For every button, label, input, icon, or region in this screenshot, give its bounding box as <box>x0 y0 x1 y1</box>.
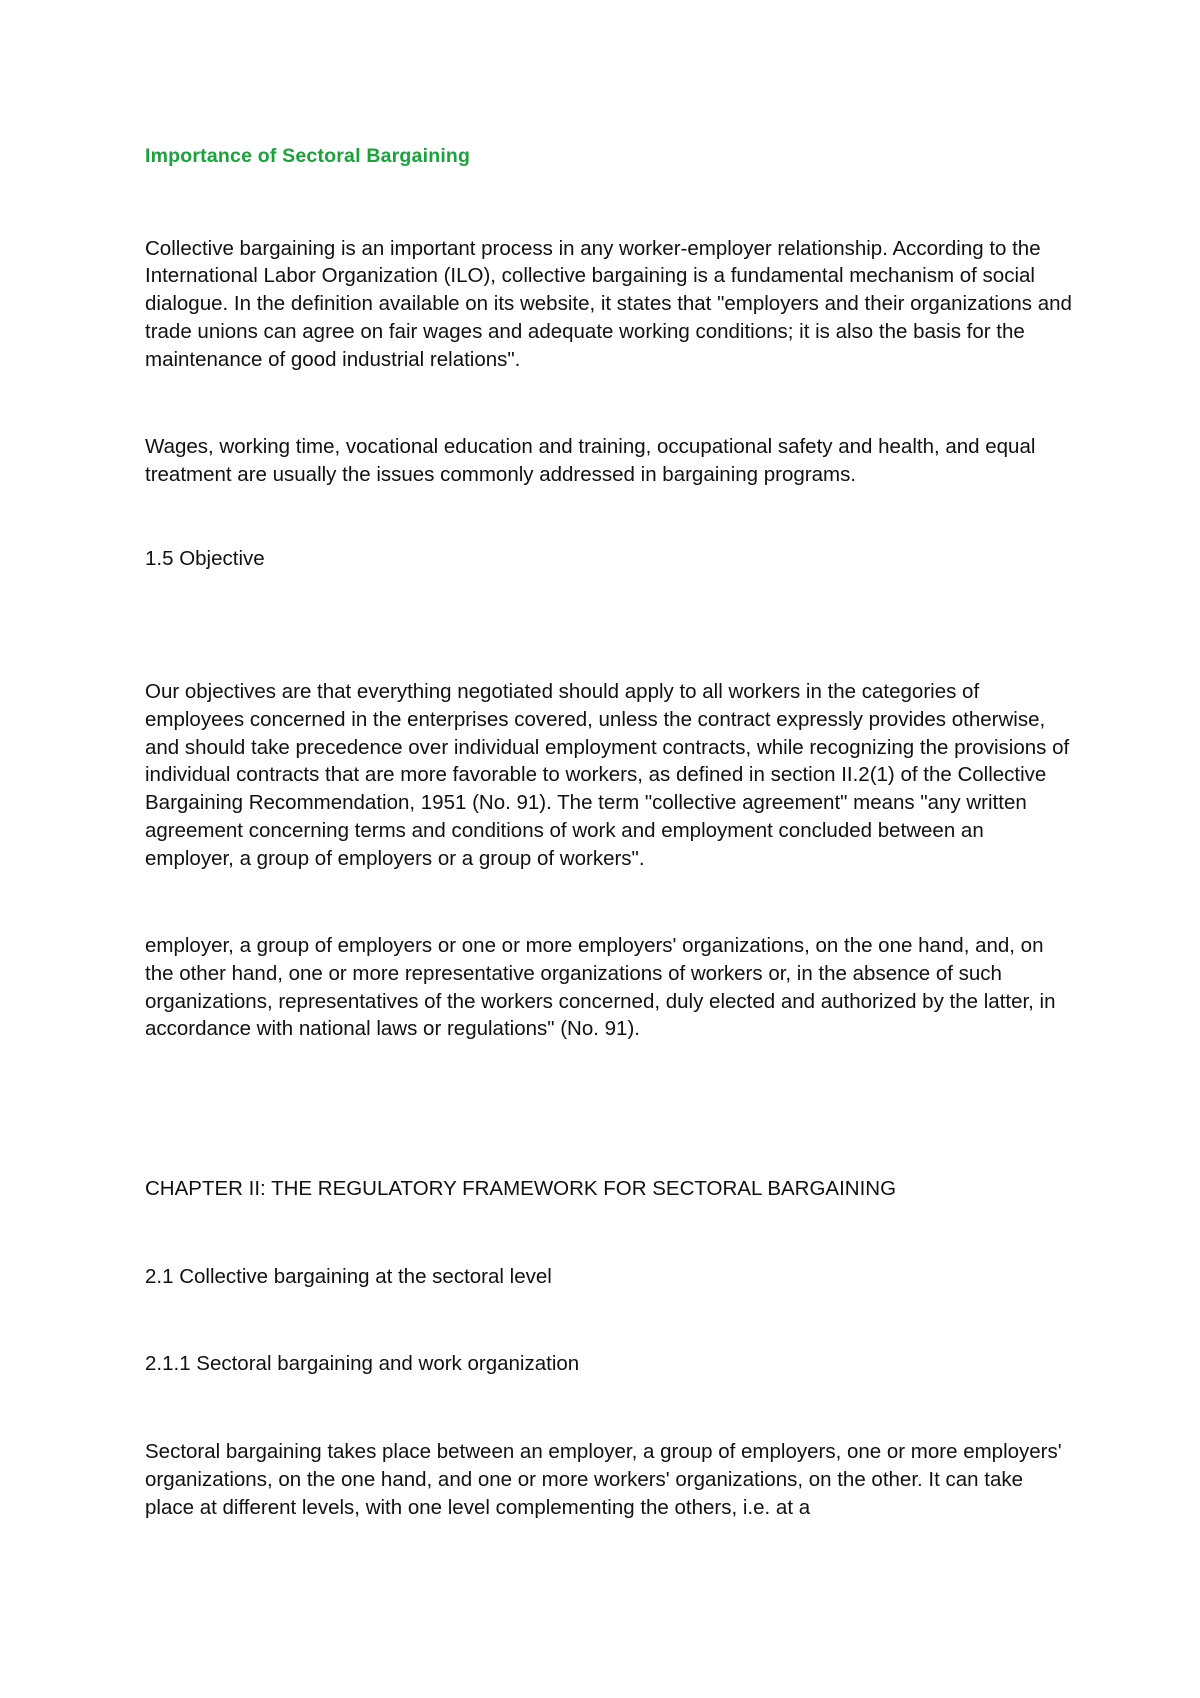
document-body <box>145 143 1075 1521</box>
paragraph-wages: Wages, working time, vocational education and training, occupational safety and health, and equal treatment are usually the issues commonly addressed in bargaining programs. <box>145 435 1036 486</box>
section-heading-2-1: 2.1 Collective bargaining at the sectoral level <box>145 1264 552 1288</box>
chapter-heading: CHAPTER II: THE REGULATORY FRAMEWORK FOR SECTORAL BARGAINING <box>145 1177 897 1201</box>
heading-objective: 1.5 Objective <box>145 546 265 570</box>
paragraph-employer-definition: employer, a group of employers or one or more employers' organizations, on the one hand, and, on the other hand, one or more representative organizations of workers or, in the absence of such organizations, representatives of the workers concerned, duly elected and authorized by the latter, in accordance with national laws or regulations" (No. 91). <box>145 934 1056 1041</box>
section-heading-2-1-1: 2.1.1 Sectoral bargaining and work organization <box>145 1352 580 1376</box>
document-title: Importance of Sectoral Bargaining <box>145 145 471 167</box>
paragraph-sectoral-bargaining: Sectoral bargaining takes place between an employer, a group of employers, one or more employers' organizations, on the one hand, and one or more workers' organizations, on the other. It can take place at different levels, with one level complementing the others, i.e. at a <box>145 1440 1062 1519</box>
paragraph-objectives: Our objectives are that everything negotiated should apply to all workers in the categories of employees concerned in the enterprises covered, unless the contract expressly provides otherwise, and should take precedence over individual employment contracts, while recognizing the provisions of individual contracts that are more favorable to workers, as defined in section II.2(1) of the Collective Bargaining Recommendation, 1951 (No. 91). The term "collective agreement" means "any written agreement concerning terms and conditions of work and employment concluded between an employer, a group of employers or a group of workers". <box>145 680 1070 870</box>
paragraph-collective-bargaining: Collective bargaining is an important process in any worker-employer relationship. According to the International Labor Organization (ILO), collective bargaining is a fundamental mechanism of social dialogue. In the definition available on its website, it states that "employers and their organizations and trade unions can agree on fair wages and adequate working conditions; it is also the basis for the maintenance of good industrial relations". <box>145 236 1072 371</box>
